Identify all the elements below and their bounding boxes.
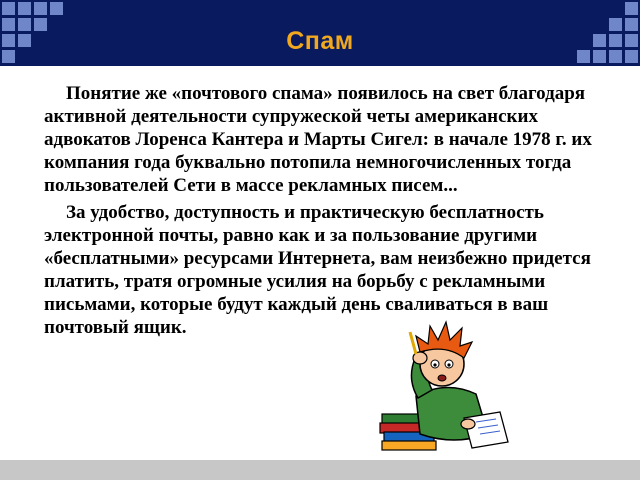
decor-square bbox=[34, 2, 47, 15]
footer-bar bbox=[0, 460, 640, 480]
decor-square bbox=[18, 2, 31, 15]
slide-title: Спам bbox=[286, 27, 354, 55]
stressed-boy-with-books-icon bbox=[376, 318, 516, 458]
decor-square bbox=[625, 2, 638, 15]
decor-square bbox=[50, 2, 63, 15]
paragraph-history: Понятие же «почтового спама» появилось на свет благодаря активной деятельности супружеской четы американских адвокатов Лоренса Кантера и Марты Сигел: в начале 1978 г. их компания года буквально потопила немногочисленных тогда пользователей Сети в массе рекламных писем... bbox=[44, 83, 592, 196]
decor-square bbox=[2, 2, 15, 15]
paragraph-cost: За удобство, доступность и практическую бесплатность электронной почты, равно как и за пользование другими «бесплатными» ресурсами Интернета, вам неизбежно придется платить, тратя огромные усилия на борьбу с рекламными письмами, которые будут каждый день сваливаться в ваш почтовый ящик. bbox=[44, 202, 591, 338]
slide-body bbox=[44, 82, 614, 343]
slide-header bbox=[0, 0, 640, 66]
